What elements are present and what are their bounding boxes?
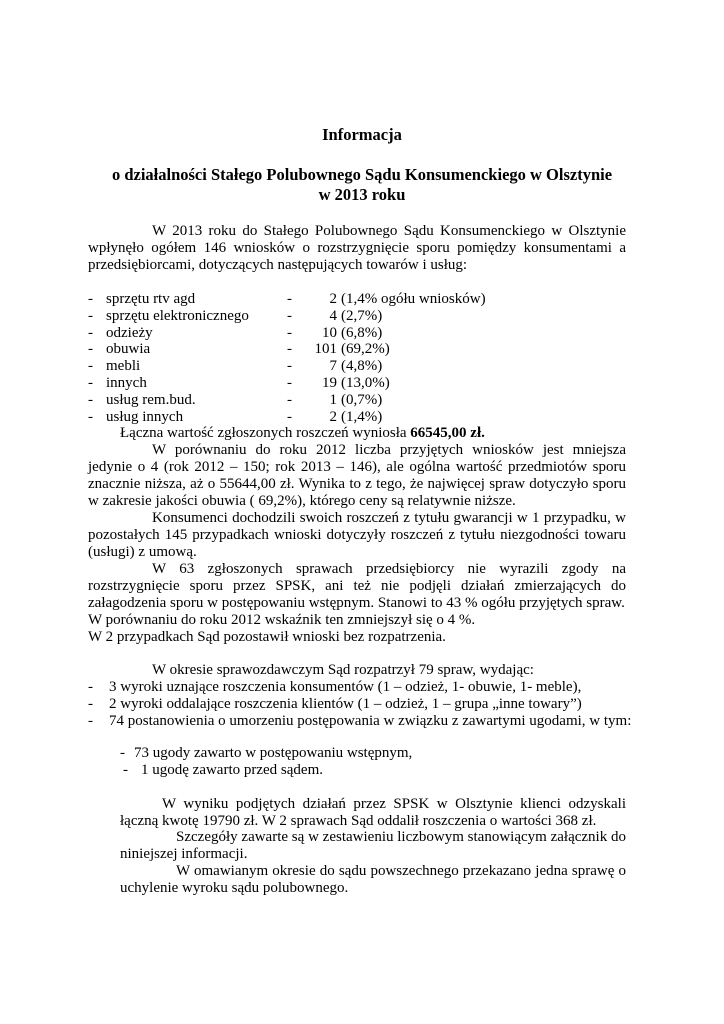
list-bullet: - [88,408,93,425]
document-subtitle: o działalności Stałego Polubownego Sądu Konsumenckiego w Olsztynie [111,165,613,184]
ruling-text: 2 wyroki oddalające roszczenia klientów (1 – odzież, 1 – grupa „inne towary”) [109,696,582,712]
list-item [88,392,488,409]
category-name: sprzętu elektronicznego [106,307,249,324]
settlement-text: 1 ugodę zawarto przed sądem. [141,762,324,778]
court-text: W omawianym okresie do sądu powszechnego przekazano jedna sprawę o uchylenie wyroku sądu polubownego. [120,863,626,896]
category-list [88,291,488,425]
category-percent: (1,4% ogółu wniosków) [341,291,486,307]
claims-text: Konsumenci dochodzili swoich roszczeń z tytułu gwarancji w 1 przypadku, w pozostałych 145 przypadkach wnioski dotyczyły roszczeń z tytułu niezgodności towaru (usługi) z umową. [88,510,626,560]
list-bullet: - [88,374,93,391]
category-count: 1 [329,391,337,408]
category-name: usług rem.bud. [106,391,196,408]
list-item [88,713,648,730]
intro-text: W 2013 roku do Stałego Polubownego Sądu Konsumenckiego w Olsztynie wpłynęło ogółem 146 wniosków o rozstrzygnięcie sporu pomiędzy konsumentami a przedsiębiorcami, dotyczących następujących towarów i usług: [88,223,626,273]
category-name: innych [106,374,147,391]
list-item [120,745,680,762]
category-percent: (6,8%) [341,324,383,341]
list-item [88,375,488,392]
total-claims [120,425,680,442]
rulings-list [88,679,648,730]
category-percent: (13,0%) [341,374,390,391]
list-bullet: - [88,358,93,375]
list-separator: - [287,358,292,375]
list-bullet: - [88,341,93,358]
list-bullet: - [88,696,93,712]
details-text: Szczegóły zawarte są w zestawieniu liczbowym stanowiącym załącznik do niniejszej informacji. [120,829,626,862]
ruling-text: 3 wyroki uznające roszczenia konsumentów (1 – odzież, 1- obuwie, 1- meble), [109,679,582,695]
list-item [88,341,488,358]
list-item [120,762,680,779]
period-paragraph: W okresie sprawozdawczym Sąd rozpatrzył 79 spraw, wydając: [152,662,534,678]
list-item [88,409,488,426]
list-separator: - [287,324,292,341]
category-name: odzieży [106,324,153,341]
category-count: 2 [329,408,337,425]
category-count: 19 [322,374,337,391]
refusals-comparison-text: W porównaniu do roku 2012 wskaźnik ten zmniejszył się o 4 %. [88,612,476,628]
category-count: 10 [322,324,337,341]
list-bullet: - [88,713,93,729]
category-name: usług innych [106,408,184,425]
settlement-text: 73 ugody zawarto w postępowaniu wstępnym, [134,745,413,761]
category-percent: (69,2%) [341,341,390,358]
category-percent: (1,4%) [341,408,383,425]
refusals-text: W 63 zgłoszonych sprawach przedsiębiorcy nie wyrazili zgody na rozstrzygnięcie sporu przez SPSK, ani też nie podjęli działań zmierzających do załagodzenia sporu w postępowaniu wstępnym. Stanowi to 43 % ogółu przyjętych spraw. [88,561,626,611]
settlements-list [120,745,680,779]
category-count: 7 [329,358,337,375]
recovered-paragraph [120,796,626,830]
list-bullet: - [88,679,93,695]
list-bullet: - [88,307,93,324]
list-bullet: - [88,291,93,307]
list-item [88,325,488,342]
list-separator: - [287,408,292,425]
category-count: 4 [329,307,337,324]
list-bullet: - [123,762,128,778]
intro-paragraph [88,223,626,274]
document-subtitle-year: w 2013 roku [318,185,406,204]
category-percent: (4,8%) [341,358,383,375]
claims-paragraph [88,510,626,561]
category-name: mebli [106,358,141,375]
total-amount: 66545,00 zł. [410,425,485,441]
comparison-text: W porównaniu do roku 2012 liczba przyjętych wniosków jest mniejsza jedynie o 4 (rok 2012 – 150; rok 2013 – 146), ale ogólna wartość przedmiotów sporu znacznie niższa, aż o 55644,00 zł. Wynika to z tego, że najwięcej spraw dotyczyło sporu w zakresie jakości obuwia ( 69,2%), którego ceny są relatywnie niższe. [88,442,626,509]
list-item [88,358,488,375]
list-item [88,696,648,713]
list-separator: - [287,341,292,358]
list-bullet: - [88,391,93,408]
recovered-text: W wyniku podjętych działań przez SPSK w Olsztynie klienci odzyskali łączną kwotę 19790 zł. W 2 sprawach Sąd oddalił roszczenia o wartości 368 zł. [120,796,626,829]
category-count: 2 [329,291,337,307]
category-name: sprzętu rtv agd [106,291,196,307]
refusals-paragraph [88,561,626,646]
list-bullet: - [88,324,93,341]
category-percent: (0,7%) [341,391,383,408]
list-separator: - [287,291,292,307]
list-item [88,291,488,308]
court-paragraph [120,863,626,897]
unprocessed-text: W 2 przypadkach Sąd pozostawił wnioski bez rozpatrzenia. [88,629,446,645]
ruling-text: 74 postanowienia o umorzeniu postępowania w związku z zawartymi ugodami, w tym: [109,713,632,729]
total-label: Łączna wartość zgłoszonych roszczeń wyniosła [120,425,407,441]
list-separator: - [287,391,292,408]
document-title: Informacja [322,125,402,144]
category-name: obuwia [106,341,151,358]
list-item [88,308,488,325]
list-bullet: - [120,745,125,761]
category-count: 101 [314,341,337,358]
category-percent: (2,7%) [341,307,383,324]
list-separator: - [287,307,292,324]
details-paragraph [120,829,626,863]
list-separator: - [287,374,292,391]
list-item [88,679,648,696]
comparison-paragraph [88,442,626,510]
